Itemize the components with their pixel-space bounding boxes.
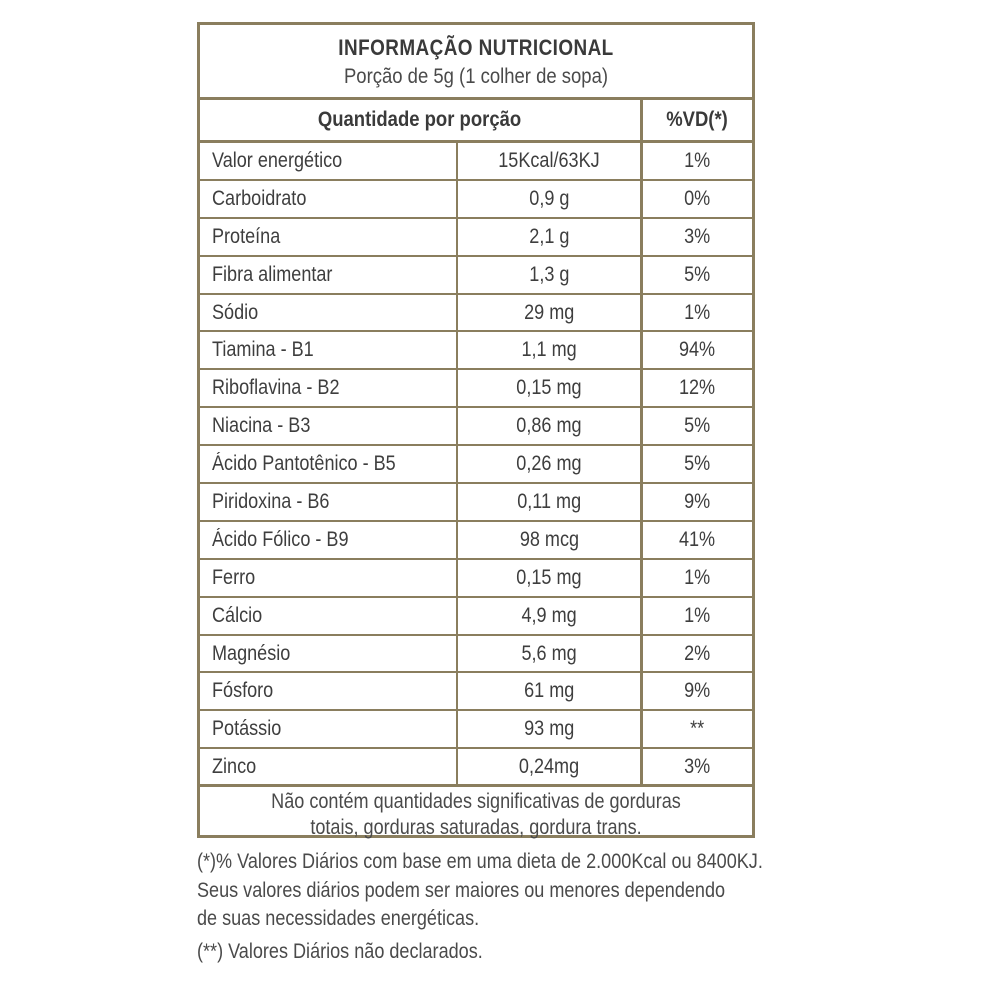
nutrient-amount: 61 mg [458, 673, 643, 709]
table-row [200, 181, 752, 219]
nutrient-daily-value: 41% [679, 527, 716, 551]
nutrient-name: Proteína [200, 219, 458, 255]
nutrient-amount: 93 mg [458, 711, 643, 747]
nutrient-daily-value: ** [690, 717, 705, 741]
table-row [200, 636, 752, 674]
table-row [200, 673, 752, 711]
table-row [200, 219, 752, 257]
nutrient-daily-value: 9% [684, 489, 711, 513]
table-row [200, 408, 752, 446]
table-row [200, 522, 752, 560]
table-row [200, 711, 752, 749]
nutrient-name: Piridoxina - B6 [200, 484, 458, 520]
nutrient-daily-value: 5% [684, 452, 711, 476]
nutrient-name: Fibra alimentar [200, 257, 458, 293]
header-quantity: Quantidade por porção [200, 100, 643, 140]
footnotes [197, 848, 817, 966]
nutrient-daily-value: 1% [684, 603, 711, 627]
footnote-line-1: (*)% Valores Diários com base em uma dieta de 2.000Kcal ou 8400KJ. [197, 850, 763, 873]
nutrient-daily-value: 1% [684, 300, 711, 324]
table-row [200, 446, 752, 484]
nutrient-daily-value: 2% [684, 641, 711, 665]
nutrient-amount: 5,6 mg [458, 636, 643, 672]
nutrient-name: Potássio [200, 711, 458, 747]
nutrient-daily-value: 5% [684, 414, 711, 438]
serving-size: Porção de 5g (1 colher de sopa) [343, 65, 609, 88]
table-row [200, 484, 752, 522]
nutrient-name: Ácido Fólico - B9 [200, 522, 458, 558]
nutrient-name: Riboflavina - B2 [200, 370, 458, 406]
nutrient-amount: 0,24mg [458, 749, 643, 784]
nutrient-daily-value: 94% [679, 338, 716, 362]
nutrient-amount: 15Kcal/63KJ [458, 143, 643, 179]
nutrient-amount: 0,26 mg [458, 446, 643, 482]
table-row [200, 560, 752, 598]
nutrient-amount: 0,15 mg [458, 370, 643, 406]
nutrient-rows [200, 143, 752, 787]
nutrient-name: Ácido Pantotênico - B5 [200, 446, 458, 482]
nutrient-daily-value: 1% [684, 565, 711, 589]
nutrient-daily-value: 3% [684, 224, 711, 248]
table-row [200, 598, 752, 636]
nutrient-name: Carboidrato [200, 181, 458, 217]
nutrient-name: Tiamina - B1 [200, 332, 458, 368]
nutrient-amount: 0,9 g [458, 181, 643, 217]
footnote-line-3: de suas necessidades energéticas. [197, 907, 480, 930]
footnote-line-2: Seus valores diários podem ser maiores ou menores dependendo [197, 878, 726, 902]
header-daily-value: %VD(*) [666, 108, 729, 131]
nutrition-facts-table [197, 22, 755, 838]
table-note [200, 789, 752, 841]
nutrient-daily-value: 3% [684, 754, 711, 778]
nutrient-amount: 0,86 mg [458, 408, 643, 444]
nutrient-amount: 4,9 mg [458, 598, 643, 634]
nutrient-name: Niacina - B3 [200, 408, 458, 444]
table-row [200, 370, 752, 408]
table-row [200, 295, 752, 333]
nutrient-name: Magnésio [200, 636, 458, 672]
nutrient-daily-value: 1% [684, 148, 711, 172]
table-title-block [200, 25, 752, 100]
nutrient-name: Ferro [200, 560, 458, 596]
table-row [200, 257, 752, 295]
table-title: INFORMAÇÃO NUTRICIONAL [338, 35, 614, 60]
table-row [200, 749, 752, 787]
nutrient-amount: 98 mcg [458, 522, 643, 558]
table-row [200, 332, 752, 370]
nutrient-amount: 0,15 mg [458, 560, 643, 596]
nutrient-name: Cálcio [200, 598, 458, 634]
nutrient-name: Zinco [200, 749, 458, 784]
nutrient-amount: 1,1 mg [458, 332, 643, 368]
nutrient-amount: 2,1 g [458, 219, 643, 255]
note-line-2: totais, gorduras saturadas, gordura trans. [310, 816, 642, 839]
nutrient-amount: 1,3 g [458, 257, 643, 293]
nutrient-name: Fósforo [200, 673, 458, 709]
nutrient-name: Sódio [200, 295, 458, 331]
nutrient-amount: 29 mg [458, 295, 643, 331]
table-row [200, 143, 752, 181]
nutrient-amount: 0,11 mg [458, 484, 643, 520]
note-line-1: Não contém quantidades significativas de gorduras [271, 790, 681, 813]
nutrient-daily-value: 0% [684, 186, 711, 210]
table-header [200, 100, 752, 143]
nutrient-daily-value: 9% [684, 679, 711, 703]
nutrient-name: Valor energético [200, 143, 458, 179]
nutrient-daily-value: 5% [684, 262, 711, 286]
footnote-line-4: (**) Valores Diários não declarados. [197, 939, 483, 963]
nutrient-daily-value: 12% [679, 376, 716, 400]
